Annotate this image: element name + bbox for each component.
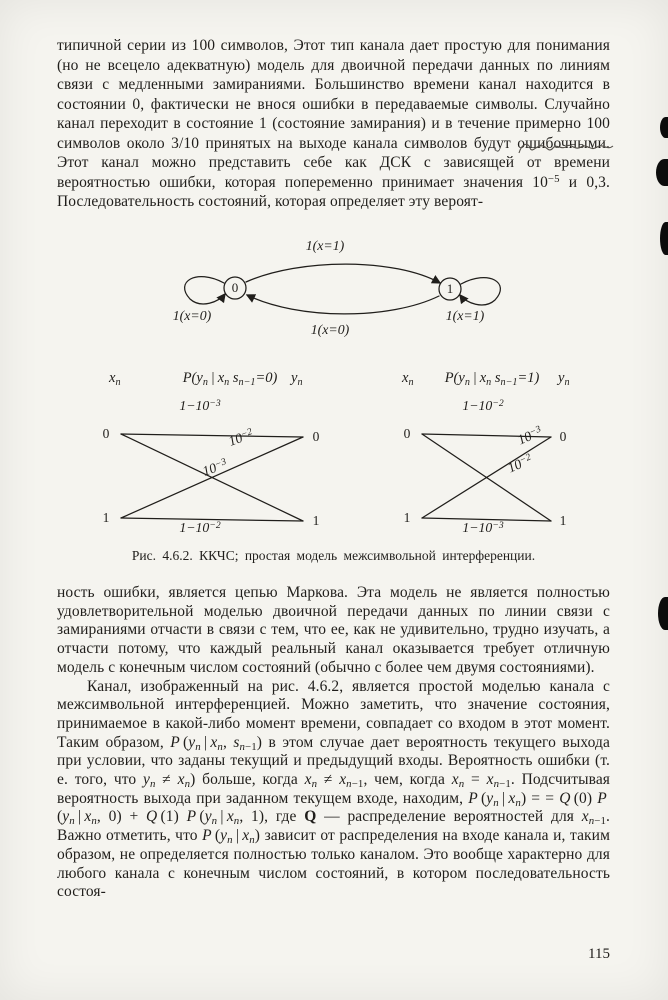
self-loop-state-0 (185, 277, 225, 304)
channel1-prob-cross-up: $10^{-3}$ (515, 423, 543, 448)
channel0-output-header: $y_n$ (291, 370, 303, 388)
channel1-node-out-1: 1 (559, 513, 567, 528)
state-transition-diagram (150, 236, 530, 344)
channel-diagram-state1 (398, 370, 583, 545)
figure-caption: Рис. 4.6.2. ККЧС; простая модель межсимвольной интерференции. (131, 548, 536, 563)
state-label-0: 0 (231, 280, 239, 295)
transition-label-top: 1(x=1) (305, 238, 345, 253)
channel1-probability-header: $P(y_n$ | $x_n$ $s_{n-1}=1$) (444, 370, 540, 388)
channel1-output-header: $y_n$ (558, 370, 570, 388)
self-loop-label-right: 1(x=1) (445, 308, 485, 323)
channel1-prob-bottom: $1-10^{-3}$ (462, 519, 504, 535)
transition-arc-0-to-1 (246, 264, 440, 283)
channel1-node-in-0: 0 (403, 426, 411, 441)
channel0-prob-bottom: $1-10^{-2}$ (179, 519, 221, 535)
body-text (57, 584, 610, 902)
channel0-node-in-0: 0 (102, 426, 110, 441)
channel-diagram-state0 (95, 370, 335, 545)
channel1-prob-top: $1-10^{-2}$ (462, 397, 504, 413)
paragraph-isi-channel: Канал, изображенный на рис. 4.6.2, является простой моделью канала с межсимвольной интерференцией. Можно заметить, что значение состояния, принимаемое в какой-либо момент времени, совпадает со входом в этот момент. Таким образом, P ($y_n$ | $x_n$, $s_{n-1}$) в этом случае дает вероятность текущего выхода при условии, что заданы текущий и предыдущий входы. Вероятность ошибки (т. е. того, что $y_n \ne x_n$) больше, когда $x_n \ne x_{n-1}$, чем, когда $x_n = x_{n-1}$. Подсчитывая вероятность выхода при заданном текущем входе, находим, P ($y_n$ | $x_n$) = = Q (0) P ($y_n$ | $x_n$, 0) + Q (1) P ($y_n$ | $x_n$, 1), где Q — распределение вероятностей для $x_{n-1}$. Важно отметить, что P ($y_n$ | $x_n$) зависит от распределения на входе канала и, таким образом, не определяется полностью только каналом. Это вообще характерно для любого канала с конечным числом состояний, в котором последовательность состоя- (57, 677, 611, 901)
channel0-node-out-1: 1 (312, 513, 320, 528)
scan-artifact (660, 222, 668, 255)
scan-artifact (658, 597, 668, 630)
handwriting-stroke (519, 144, 613, 153)
scan-artifact (660, 117, 668, 138)
channel1-node-out-0: 0 (559, 429, 567, 444)
handwritten-annotation (516, 136, 616, 162)
channel1-prob-cross-down: $10^{-2}$ (505, 451, 533, 476)
page-number: 115 (588, 946, 610, 962)
channel0-prob-cross-up: $10^{-2}$ (226, 425, 254, 449)
channel0-input-header: $x_n$ (109, 370, 121, 388)
channel1-node-in-1: 1 (403, 510, 411, 525)
channel0-prob-cross-down: $10^{-3}$ (200, 455, 228, 479)
transition-label-bottom: 1(x=0) (310, 322, 350, 337)
channel0-prob-top: $1-10^{-3}$ (179, 397, 221, 413)
channel0-probability-header: $P(y_n$ | $x_n$ $s_{n-1}=0$) (182, 370, 278, 388)
paragraph-top: типичной серии из 100 символов, Этот тип канала дает простую для понимания (но не всецело адекватную) модель для двоичной передачи данных по линиям связи с медленными замираниями. Большинство времени канал находится в состоянии 0, фактически не внося ошибки в передаваемые символы. Случайно канал переходит в состояние 1 (состояние замирания) и в течение примерно 100 символов около 3/10 принятых на выходе канала символов будут ошибочными. Этот канал можно представить себе как ДСК с зависящей от времени вероятностью ошибки, которая попеременно принимает значения $10^{-5}$ и 0,3. Последовательность состояний, которая определяет эту вероят- (57, 37, 610, 210)
channel0-node-out-0: 0 (312, 429, 320, 444)
channel1-input-header: $x_n$ (402, 370, 414, 388)
self-loop-label-left: 1(x=0) (172, 308, 212, 323)
channel0-node-in-1: 1 (102, 510, 110, 525)
state-label-1: 1 (446, 281, 454, 296)
self-loop-state-1 (460, 278, 500, 305)
scan-artifact (656, 159, 668, 186)
paragraph-continuation: ность ошибки, является цепью Маркова. Эта модель не является полностью удовлетворительной моделью двоичной передачи данных по линии связи с замираниями отчасти в связи с тем, что ее, как не удивительно, трудно изучать, а отчасти потому, что каждый реальный канал оказывается требует отличную модель с конечным числом состояний (обычно с более чем двумя состояниями). (57, 584, 610, 676)
channel0-edge-0-0 (121, 434, 303, 437)
transition-arc-1-to-0 (247, 295, 439, 314)
